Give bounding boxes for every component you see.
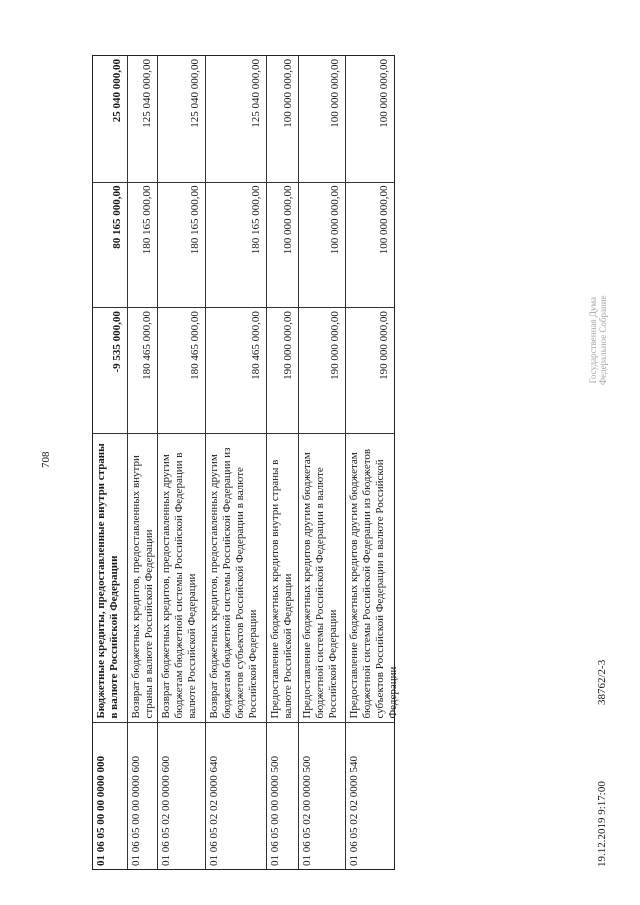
row-value-1: 180 465 000,00 (128, 307, 157, 433)
row-name: Возврат бюджетных кредитов, предоставленных другим бюджетам бюджетной системы Российской Федерации из бюджетов субъектов Российской Федерации в валюте Российской Федерации (206, 433, 266, 722)
row-value-1: 180 465 000,00 (158, 307, 205, 433)
row-code: 01 06 05 02 02 0000 640 (206, 722, 266, 869)
table-row (93, 56, 128, 869)
footer-date: 19.12.2019 9:17:00 (596, 781, 608, 867)
row-code: 01 06 05 02 02 0000 540 (346, 722, 394, 869)
row-value-3: 25 040 000,00 (111, 58, 123, 123)
table-row (267, 56, 299, 869)
row-code: 01 06 05 00 00 0000 600 (128, 722, 157, 869)
row-value-2: 80 165 000,00 (93, 182, 127, 308)
row-value-3: 125 040 000,00 (141, 58, 153, 128)
table-row (346, 56, 399, 869)
row-name: Предоставление бюджетных кредитов другим бюджетам бюджетной системы Российской Федерации в валюте Российской Федерации (299, 433, 345, 722)
row-code: 01 06 05 00 00 0000 000 (93, 722, 127, 869)
row-value-3: 100 000 000,00 (378, 58, 390, 128)
row-value-2: 100 000 000,00 (267, 182, 298, 308)
table-row (299, 56, 346, 869)
footer-doc-number: 38762/2-3 (596, 659, 608, 705)
row-name: Возврат бюджетных кредитов, предоставленных другим бюджетам бюджетной системы Российской Федерации в валюте Российской Федерации (158, 433, 205, 722)
stamp-line-2: Федеральное Собрание (598, 295, 608, 385)
row-code: 01 06 05 02 00 0000 500 (299, 722, 345, 869)
page-number: 708 (40, 451, 52, 468)
row-value-3: 100 000 000,00 (282, 58, 294, 128)
row-value-1: 190 000 000,00 (267, 307, 298, 433)
row-name: Возврат бюджетных кредитов, предоставленных внутри страны в валюте Российской Федерации (128, 433, 157, 722)
row-code: 01 06 05 00 00 0000 500 (267, 722, 298, 869)
budget-table (92, 55, 399, 870)
row-value-1: 190 000 000,00 (299, 307, 345, 433)
row-name: Предоставление бюджетных кредитов внутри страны в валюте Российской Федерации (267, 433, 298, 722)
table-row (206, 56, 267, 869)
stamp-line-1: Государственная Дума (588, 297, 598, 384)
row-value-1: 190 000 000,00 (346, 307, 394, 433)
row-value-1: -9 535 000,00 (93, 307, 127, 433)
row-value-2: 180 165 000,00 (128, 182, 157, 308)
row-name: Предоставление бюджетных кредитов другим бюджетам бюджетной системы Российской Федерации из бюджетов субъектов Российской Федерации в валюте Российской Федерации (346, 433, 394, 722)
row-value-3: 125 040 000,00 (250, 58, 262, 128)
row-code: 01 06 05 02 00 0000 600 (158, 722, 205, 869)
row-name: Бюджетные кредиты, предоставленные внутри страны в валюте Российской Федерации (93, 433, 127, 722)
row-value-2: 100 000 000,00 (299, 182, 345, 308)
row-value-3: 100 000 000,00 (329, 58, 341, 128)
row-value-1: 180 465 000,00 (206, 307, 266, 433)
row-value-2: 180 165 000,00 (206, 182, 266, 308)
row-value-3: 125 040 000,00 (189, 58, 201, 128)
faded-stamp (588, 295, 608, 385)
table-row (158, 56, 206, 869)
row-value-2: 180 165 000,00 (158, 182, 205, 308)
row-value-2: 100 000 000,00 (346, 182, 394, 308)
table-row (128, 56, 158, 869)
